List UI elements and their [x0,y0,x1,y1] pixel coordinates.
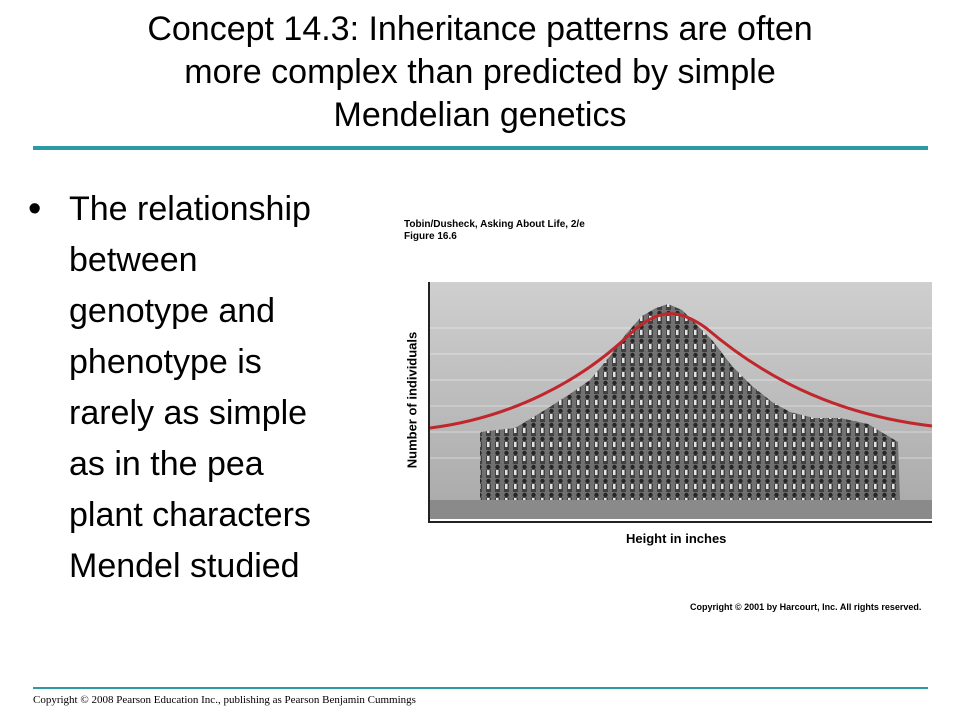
bullet-line: plant characters [69,496,311,534]
bullet-line: The relationship [69,190,311,228]
figure-source [404,219,585,243]
footer-divider [33,687,928,689]
height-distribution-photo [430,282,932,519]
bullet-line: Mendel studied [69,547,300,585]
title-divider [33,146,928,150]
y-axis-label: Number of individuals [404,331,420,469]
bullet-line: genotype and [69,292,276,330]
x-axis-label: Height in inches [626,531,727,546]
bullet-line: phenotype is [69,343,262,381]
title-line-1: Concept 14.3: Inheritance patterns are often [147,10,813,48]
figure-source-line: Figure 16.6 [404,231,457,242]
y-axis [428,282,430,523]
title-line-2: more complex than predicted by simple [184,53,776,91]
title-line-3: Mendelian genetics [333,96,627,134]
figure-copyright: Copyright © 2001 by Harcourt, Inc. All rights reserved. [690,602,922,612]
x-axis [428,521,932,523]
field-ground [430,500,932,519]
bullet-line: rarely as simple [69,394,308,432]
footer-copyright: Copyright © 2008 Pearson Education Inc., publishing as Pearson Benjamin Cummings [33,694,416,706]
bullet-marker: • [28,188,42,230]
bullet-line: as in the pea [69,445,264,483]
bullet-line: between [69,241,198,279]
figure-source-line: Tobin/Dusheck, Asking About Life, 2/e [404,219,585,230]
slide-title [30,8,930,137]
bullet-text [69,184,311,592]
